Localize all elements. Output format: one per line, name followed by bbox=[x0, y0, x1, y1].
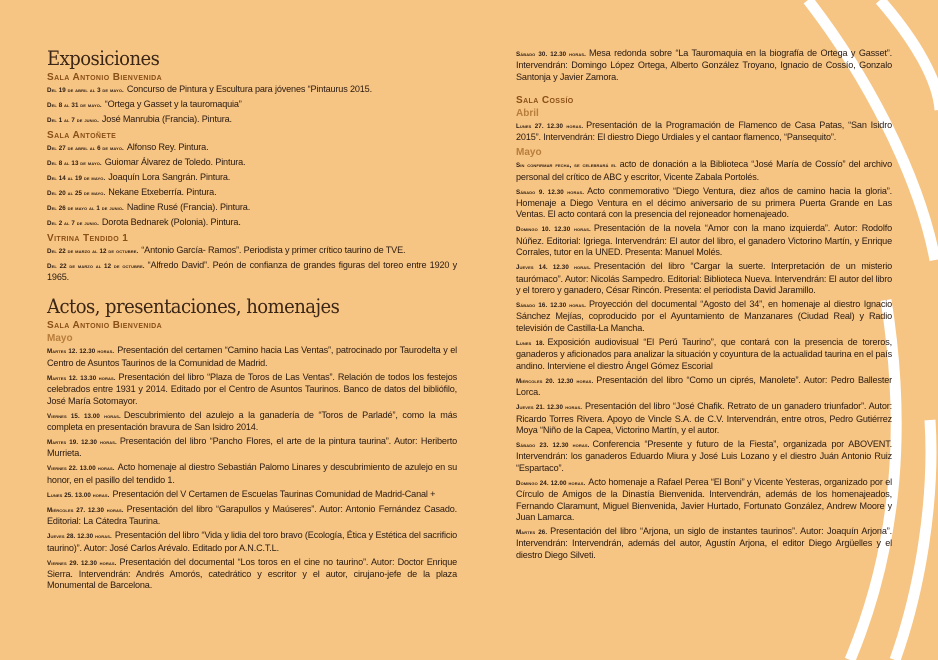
venue-sala-antonete: Sala Antoñete bbox=[47, 130, 117, 141]
list-item: Del 8 al 13 de mayo. Guiomar Álvarez de Toledo. Pintura. bbox=[47, 157, 246, 167]
venue-sala-antonio-bienvenida: Sala Antonio Bienvenida bbox=[47, 72, 163, 83]
list-item: Del 14 al 19 de mayo. Joaquín Lora Sangrán. Pintura. bbox=[47, 172, 231, 182]
list-item: Jueves 21. 12.30 horas. Presentación del libro “José Chafik. Retrato de un ganadero triunfador”. Autor: Ricardo Torres Rivera. Apoyo de Vincle S.A. de C.V. Intervendrán, entre otros, Pedro Gutiérrez Moya “Niño de la Capea, Victorino Martín, y el autor. bbox=[516, 401, 892, 435]
list-item: Del 22 de marzo al 12 de octubre. “Alfredo David”. Peón de confianza de grandes figuras del toreo entre 1920 y 1965. bbox=[47, 260, 457, 283]
list-item: Jueves 28. 12.30 horas. Presentación del libro “Vida y lidia del toro bravo (Ecología, Ética y Estética del sacrificio taurino)”. Autor: José Carlos Arévalo. Editado por A.N.C.T.L. bbox=[47, 530, 457, 553]
list-item: Miércoles 27. 12.30 horas. Presentación del libro “Garapullos y Maúseres”. Autor: Antonio Fernández Casado. Editorial: La Cátedra Taurina. bbox=[47, 503, 458, 527]
month-abril: Abril bbox=[516, 107, 539, 119]
list-item: Martes 26. Presentación del libro “Arjona, un siglo de instantes taurinos”. Autor: Joaquín Arjona”. Intervendrán: Intervendrán, además del autor, Agustín Arjona, el editor Diego Argüelles y el diestro Diego Silveti. bbox=[516, 525, 892, 560]
list-item: Jueves 14. 12.30 horas. Presentación del libro “Cargar la suerte. Interpretación de un misterio taurómaco”. Autor: Nicolás Sampedro. Editorial: Biblioteca Nueva. Intervendrán: El autor del libro y el torero y ganadero, César Rincón. Presenta: el periodista David Jaramillo. bbox=[516, 261, 892, 296]
list-item: Del 19 de abril al 3 de mayo. Concurso de Pintura y Escultura para jóvenes “Pintaurus 2015. bbox=[47, 84, 372, 94]
list-item: Martes 12. 13.30 horas. Presentación del libro “Plaza de Toros de Las Ventas”. Relación de todos los festejos celebrados entre 1931 y 2014. Editado por el Centro de Asuntos Taurinos. Banco de datos del bibliófilo, José María Sotomayor. bbox=[47, 371, 457, 406]
list-item: Del 1 al 7 de junio. José Manrubia (Francia). Pintura. bbox=[47, 114, 232, 124]
venue-vitrina-tendido-1: Vitrina Tendido 1 bbox=[47, 233, 129, 244]
list-item: Viernes 29. 12.30 horas. Presentación del documental “Los toros en el cine no taurino”. Autor: Doctor Enrique Sierra. Intervendrán: Andrés Amorós, catedrático y escritor y el autor, cirujano-jefe de la plaza Monumental de Barcelona. bbox=[47, 556, 458, 591]
list-item: Del 8 al 31 de mayo. “Ortega y Gasset y la tauromaquia” bbox=[47, 99, 242, 109]
venue-sala-antonio-bienvenida-actos: Sala Antonio Bienvenida bbox=[47, 320, 163, 332]
list-item: Sábado 30. 12.30 horas. Mesa redonda sobre “La Tauromaquia en la biografía de Ortega y Gasset”. Intervendrán: Domingo López Ortega, Alberto González Troyano, Ignacio de Cossío, Gonzalo Santonja y Javier Zamora. bbox=[516, 48, 892, 82]
list-item: Del 27 de abril al 6 de mayo. Alfonso Rey. Pintura. bbox=[47, 142, 209, 152]
list-item: Martes 12. 12.30 horas. Presentación del certamen “Camino hacia Las Ventas”, patrocinado por Taurodelta y el Centro de Asuntos Taurinos de la Comunidad de Madrid. bbox=[47, 345, 458, 368]
actos-title: Actos, presentaciones, homenajes bbox=[47, 294, 340, 319]
list-item: Lunes 25. 13.00 horas. Presentación del V Certamen de Escuelas Taurinas Comunidad de Madrid-Canal + bbox=[47, 488, 436, 499]
month-mayo: Mayo bbox=[47, 333, 73, 345]
list-item: Del 20 al 25 de mayo. Nekane Etxeberría. Pintura. bbox=[47, 187, 217, 197]
list-item: Sábado 9. 12.30 horas. Acto conmemorativo “Diego Ventura, diez años de camino hacia la gloria”. Homenaje a Diego Ventura en el décimo aniversario de su primera Puerta Grande en Las Ventas. El acto contará con la presencia del rejoneador homenajeado. bbox=[516, 185, 892, 220]
list-item: Domingo 10. 12.30 horas. Presentación de la novela “Amor con la mano izquierda”. Autor: Rodolfo Núñez. Editorial: Igriega. Intervendrán: El autor del libro, el ganadero Victorino Martín, y Enrique Corrales, tutor en la UNED. Presenta: Manuel Molés. bbox=[516, 223, 892, 258]
exposiciones-title: Exposiciones bbox=[47, 46, 160, 70]
list-item: Del 26 de mayo al 1 de junio. Nadine Rusé (Francia). Pintura. bbox=[47, 202, 251, 212]
venue-sala-cossio: Sala Cossío bbox=[516, 94, 574, 106]
list-item: Viernes 15. 13.00 horas. Descubrimiento del azulejo a la ganadería de “Toros de Parladé”, como la más completa en presentación bravura de San Isidro 2014. bbox=[47, 409, 458, 433]
left-column bbox=[47, 46, 457, 594]
list-item: Sábado 16. 12.30 horas. Proyección del documental “Agosto del 34”, en homenaje al diestro Ignacio Sánchez Mejías, coproducido por el Ayuntamiento de Manzanares (Ciudad Real) y Radio televisión de Castilla-La Mancha. bbox=[516, 299, 892, 333]
list-item: Viernes 22. 13.00 horas. Acto homenaje al diestro Sebastián Palomo Linares y descubrimiento de azulejo en su honor, en el pasillo del tendido 1. bbox=[47, 462, 457, 485]
list-item: Domingo 24. 12.00 horas. Acto homenaje a Rafael Perea “El Boni” y Vicente Yesteras, organizado por el Círculo de Amigos de la Dinastía Bienvenida. Intervendrán, además de los homenajeados, Fernando Claramunt, Miguel Bienvenida, Javier Hurtado, Fortunato González, Andrew Moore y Juan Lamarca. bbox=[516, 476, 892, 522]
list-item: Miércoles 20. 12.30 horas. Presentación del libro “Como un ciprés, Manolete”. Autor: Pedro Ballester Lorca. bbox=[516, 374, 893, 398]
list-item: Lunes 18. Exposición audiovisual “El Perú Taurino”, que contará con la presencia de toreros, ganaderos y aficionados para analizar la situación y coyuntura de la actualidad taurina en el país andino. Interviene el diestro Ángel Gómez Escorial bbox=[516, 336, 892, 371]
list-item: Martes 19. 12.30 horas. Presentación del libro “Pancho Flores, el arte de la pintura taurina”. Autor: Heriberto Murrieta. bbox=[47, 436, 457, 459]
list-item: Del 2 al 7 de junio. Dorota Bednarek (Polonia). Pintura. bbox=[47, 217, 241, 227]
list-item: Del 22 de marzo al 12 de octubre. “Antonio García- Ramos”. Periodista y primer crítico taurino de TVE. bbox=[47, 245, 406, 255]
list-item: Lunes 27. 12.30 horas. Presentación de la Programación de Flamenco de Casa Patas, “San Isidro 2015”. Intervendrán: El diestro Diego Urdiales y el cantaor flamenco, “Pansequito”. bbox=[516, 119, 892, 143]
month-mayo-cossio: Mayo bbox=[516, 147, 542, 159]
right-column bbox=[516, 48, 892, 564]
list-item: Sábado 23. 12.30 horas. Conferencia “Presente y futuro de la Fiesta”, organizada por ABOVENT. Intervendrán: los ganaderos Eduardo Miura y José Luis Lozano y el diestro Juán Antonio Ruiz “Espartaco”. bbox=[516, 438, 893, 473]
list-item: Sin confirmar fecha, se celebrará el acto de donación a la Biblioteca “José María de Cossío” del archivo personal del crítico de ABC y escritor, Vicente Zabala Portolés. bbox=[516, 159, 892, 182]
